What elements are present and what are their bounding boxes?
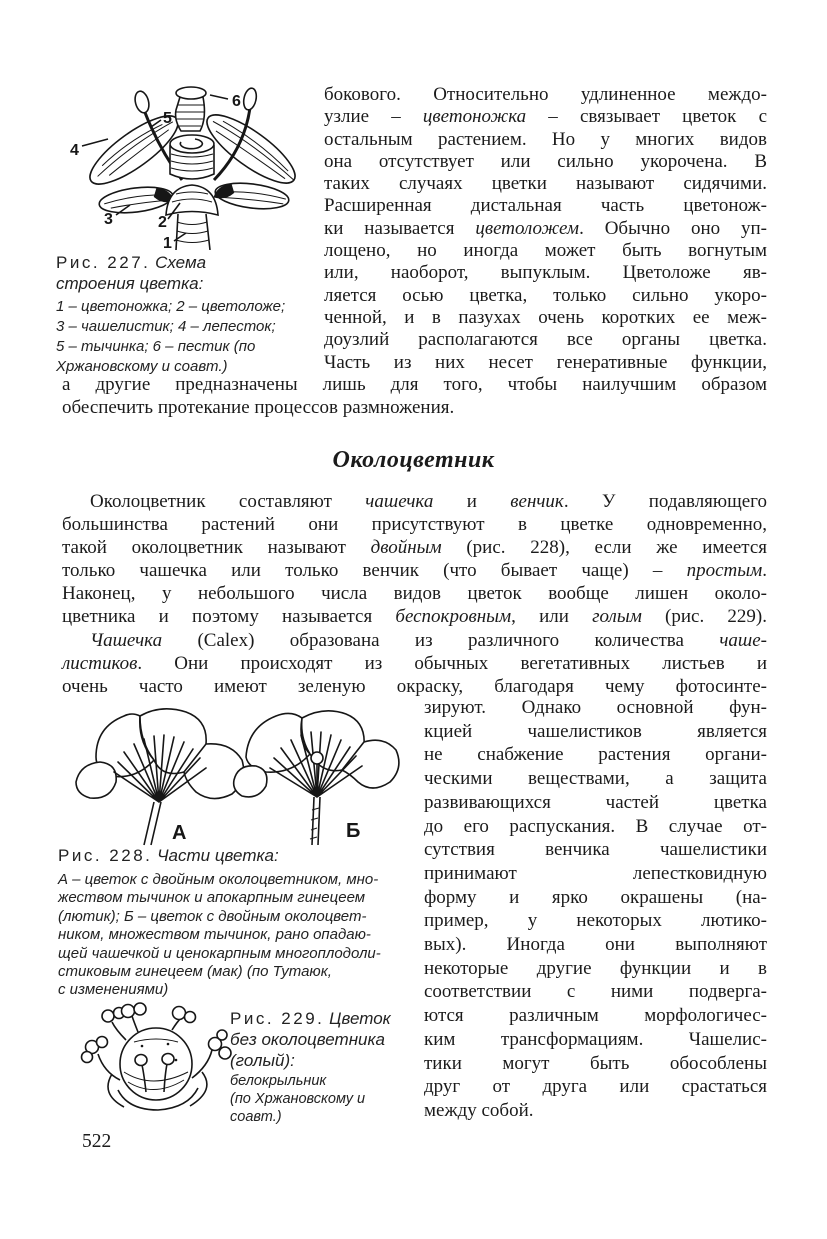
pedicel [176,214,210,250]
section-heading: Околоцветник [332,447,495,473]
paragraph-perianth-line-4: только чашечка или только венчик (что бывает чаще) – простым. [62,559,767,581]
fig-227-label-6: 6 [232,93,241,110]
paragraph-sepal-functions-line-13: соответствии с ними подверга- [424,981,767,1003]
paragraph-perianth-line-3: такой околоцветник называют двойным (рис. 228), если же имеется [62,536,767,558]
fig-227-caption-legend-line-1: 1 – цветоножка; 2 – цветоложе; [56,298,286,315]
paragraph-flower-stalk-line-10: ляется осью цветка, только сильно укоро- [324,284,767,306]
anther-left [133,90,151,115]
fig-228-caption-body-line-5: щей чашечкой и ценокарпным многоплодоли- [58,944,381,962]
paragraph-sepal-functions-line-18: между собой. [424,1099,534,1121]
fig-227-label-2: 2 [158,214,167,231]
paragraph-calyx-line-2: листиков. Они происходят из обычных вегетативных листьев и [62,653,767,674]
paragraph-perianth-line-6: цветника и поэтому называется беспокровным, или голым (рис. 229). [62,605,767,627]
paragraph-sepal-functions-line-8: принимают лепестковидную [424,862,767,884]
fig-227-caption [56,252,332,377]
fig-227-flower-diagram [64,84,320,250]
paragraph-flower-stalk-line-12: доузлий располагаются все органы цветка. [324,329,767,351]
fig-227-caption-legend-line-3: 5 – тычинка; 6 – пестик (по [56,338,256,355]
paragraph-flower-stalk-continued [62,374,767,419]
fig-227-label-3: 3 [104,211,113,228]
fig-227-caption-title-line-1: Рис. 227. Схема [56,253,207,272]
fig-227-label-4: 4 [70,142,79,159]
pistil [176,87,206,131]
fig-229-caption-title-line-2: без околоцветника [230,1030,385,1049]
paragraph-calyx [62,629,767,698]
paragraph-flower-stalk-line-7: ки называется цветоложем. Обычно оно уп- [324,217,767,239]
paragraph-sepal-functions-line-7: сутствия венчика чашелистики [424,839,767,861]
paragraph-sepal-functions-line-1: зируют. Однако основной фун- [424,697,767,718]
paragraph-sepal-functions-line-2: кцией чашелистиков является [424,720,767,742]
fig-229-naked-flower-illustration [76,1002,234,1124]
fig-228-caption-body-line-1: А – цветок с двойным околоцветником, мно- [58,871,379,888]
fig-227-caption-legend-line-2: 3 – чашелистик; 4 – лепесток; [56,318,276,335]
paragraph-flower-stalk-line-4: она отсутствует или сильно укорочена. В [324,150,767,172]
fig-228-caption-body [58,871,414,1000]
paragraph-flower-stalk-line-3: остальным растением. Но у многих видов [324,128,767,150]
fig-229-caption-subtitle-line-1: белокрыльник [230,1073,327,1089]
paragraph-perianth-line-1: Околоцветник составляют чашечка и венчик. У подавляющего [90,491,767,512]
paragraph-flower-stalk-continued-line-1: а другие предназначены лишь для того, чтобы наилучшим образом [62,374,767,395]
paragraph-flower-stalk-line-13: Часть из них несет генеративные функции, [324,351,767,373]
ovary [170,135,214,179]
fig-228-caption-body-line-4: ником, множеством тычинок, рано опадаю- [58,926,371,944]
fig-229-caption-title-line-1: Рис. 229. Цветок [230,1009,391,1028]
paragraph-sepal-functions-line-6: до его распускания. В случае от- [424,815,767,837]
paragraph-sepal-functions-line-14: ются различным морфологичес- [424,1005,767,1027]
paragraph-sepal-functions-line-16: тики могут быть обособлены [424,1052,767,1074]
fig-227-caption-legend-line-4: Хржановскому и соавт.) [56,358,228,375]
paragraph-flower-stalk-line-6: Расширенная дистальная часть цветонож- [324,195,767,217]
paragraph-sepal-functions-line-15: ким трансформациям. Чашелис- [424,1028,767,1050]
sepal-right [213,179,290,212]
paragraph-flower-stalk [324,84,767,374]
fig-227-label-1: 1 [163,235,172,250]
fig-229-caption [230,1008,430,1126]
fig-227-caption-title [56,252,332,294]
page-number: 522 [82,1131,112,1152]
paragraph-sepal-functions-line-5: развивающихся частей цветка [424,791,767,813]
fig-229-caption-subtitle-line-3: соавт.) [230,1109,282,1125]
anther-right [242,87,258,111]
paragraph-flower-stalk-continued-line-2: обеспечить протекание процессов размножения. [62,396,455,418]
flower-b [234,711,399,845]
paragraph-sepal-functions-line-9: форму и ярко окрашены (на- [424,886,767,908]
fig-227-caption-legend [56,297,332,377]
fig-228-caption-body-line-7: с изменениями) [58,981,169,999]
paragraph-perianth [62,491,767,628]
fig-228-caption-body-line-6: стиковым гинецеем (мак) (по Тутаюк, [58,963,332,981]
paragraph-perianth-line-2: большинства растений они присутствуют в цветке одновременно, [62,513,767,535]
paragraph-flower-stalk-line-5: таких случаях цветки называют сидячими. [324,173,767,195]
paragraph-sepal-functions-line-10: пример, у некоторых лютико- [424,910,767,932]
fig-228-caption [58,846,414,1000]
fig-229-caption-subtitle [230,1072,430,1126]
fig-228-flowers-illustration [66,702,414,846]
paragraph-flower-stalk-line-11: ченной, и в пазухах очень коротких ее меж- [324,306,767,328]
paragraph-sepal-functions-line-12: некоторые другие функции и в [424,957,767,979]
fig-228-caption-body-line-3: (лютик); Б – цветок с двойным околоцвет- [58,907,367,925]
fig-229-caption-subtitle-line-2: (по Хржановскому и [230,1091,366,1107]
fig-229-caption-title-line-3: (голый): [230,1051,295,1070]
flower-a [76,709,244,845]
paragraph-flower-stalk-line-8: лощено, но иногда может быть вогнутым [324,240,767,262]
paragraph-flower-stalk-line-2: узлие – цветоножка – связывает цветок с [324,106,768,128]
naked-flower [82,1003,232,1110]
paragraph-calyx-line-3: очень часто имеют зеленую окраску, благодаря чему фотосинте- [62,676,767,697]
fig-228-caption-title [58,846,414,866]
paragraph-sepal-functions-line-11: вых). Иногда они выполняют [424,934,767,956]
paragraph-calyx-line-1: Чашечка (Calex) образована из различного количества чаше- [90,630,767,651]
fig-228-caption-body-line-2: жеством тычинок и апокарпным гинецеем [58,889,366,907]
fig-227-caption-title-line-2: строения цветка: [56,274,204,293]
paragraph-perianth-line-5: Наконец, у небольшого числа видов цветок вообще лишен около- [62,582,767,604]
fig-228-caption-title-line-1: Рис. 228. Части цветка: [58,846,279,865]
paragraph-sepal-functions-line-4: ческими веществами, а защита [424,768,767,790]
paragraph-flower-stalk-line-1: бокового. Относительно удлиненное междо- [324,84,767,105]
paragraph-flower-stalk-line-9: или, наоборот, выпуклым. Цветоложе яв- [324,262,767,284]
fig-229-caption-title [230,1008,430,1071]
fig-228-label-b: Б [346,820,361,842]
paragraph-sepal-functions-line-3: не снабжение растения органи- [424,744,767,766]
paragraph-sepal-functions [424,696,767,1123]
paragraph-sepal-functions-line-17: друг от друга или срастаться [424,1076,767,1098]
fig-227-label-5: 5 [163,110,172,127]
fig-228-label-a: А [172,822,187,844]
